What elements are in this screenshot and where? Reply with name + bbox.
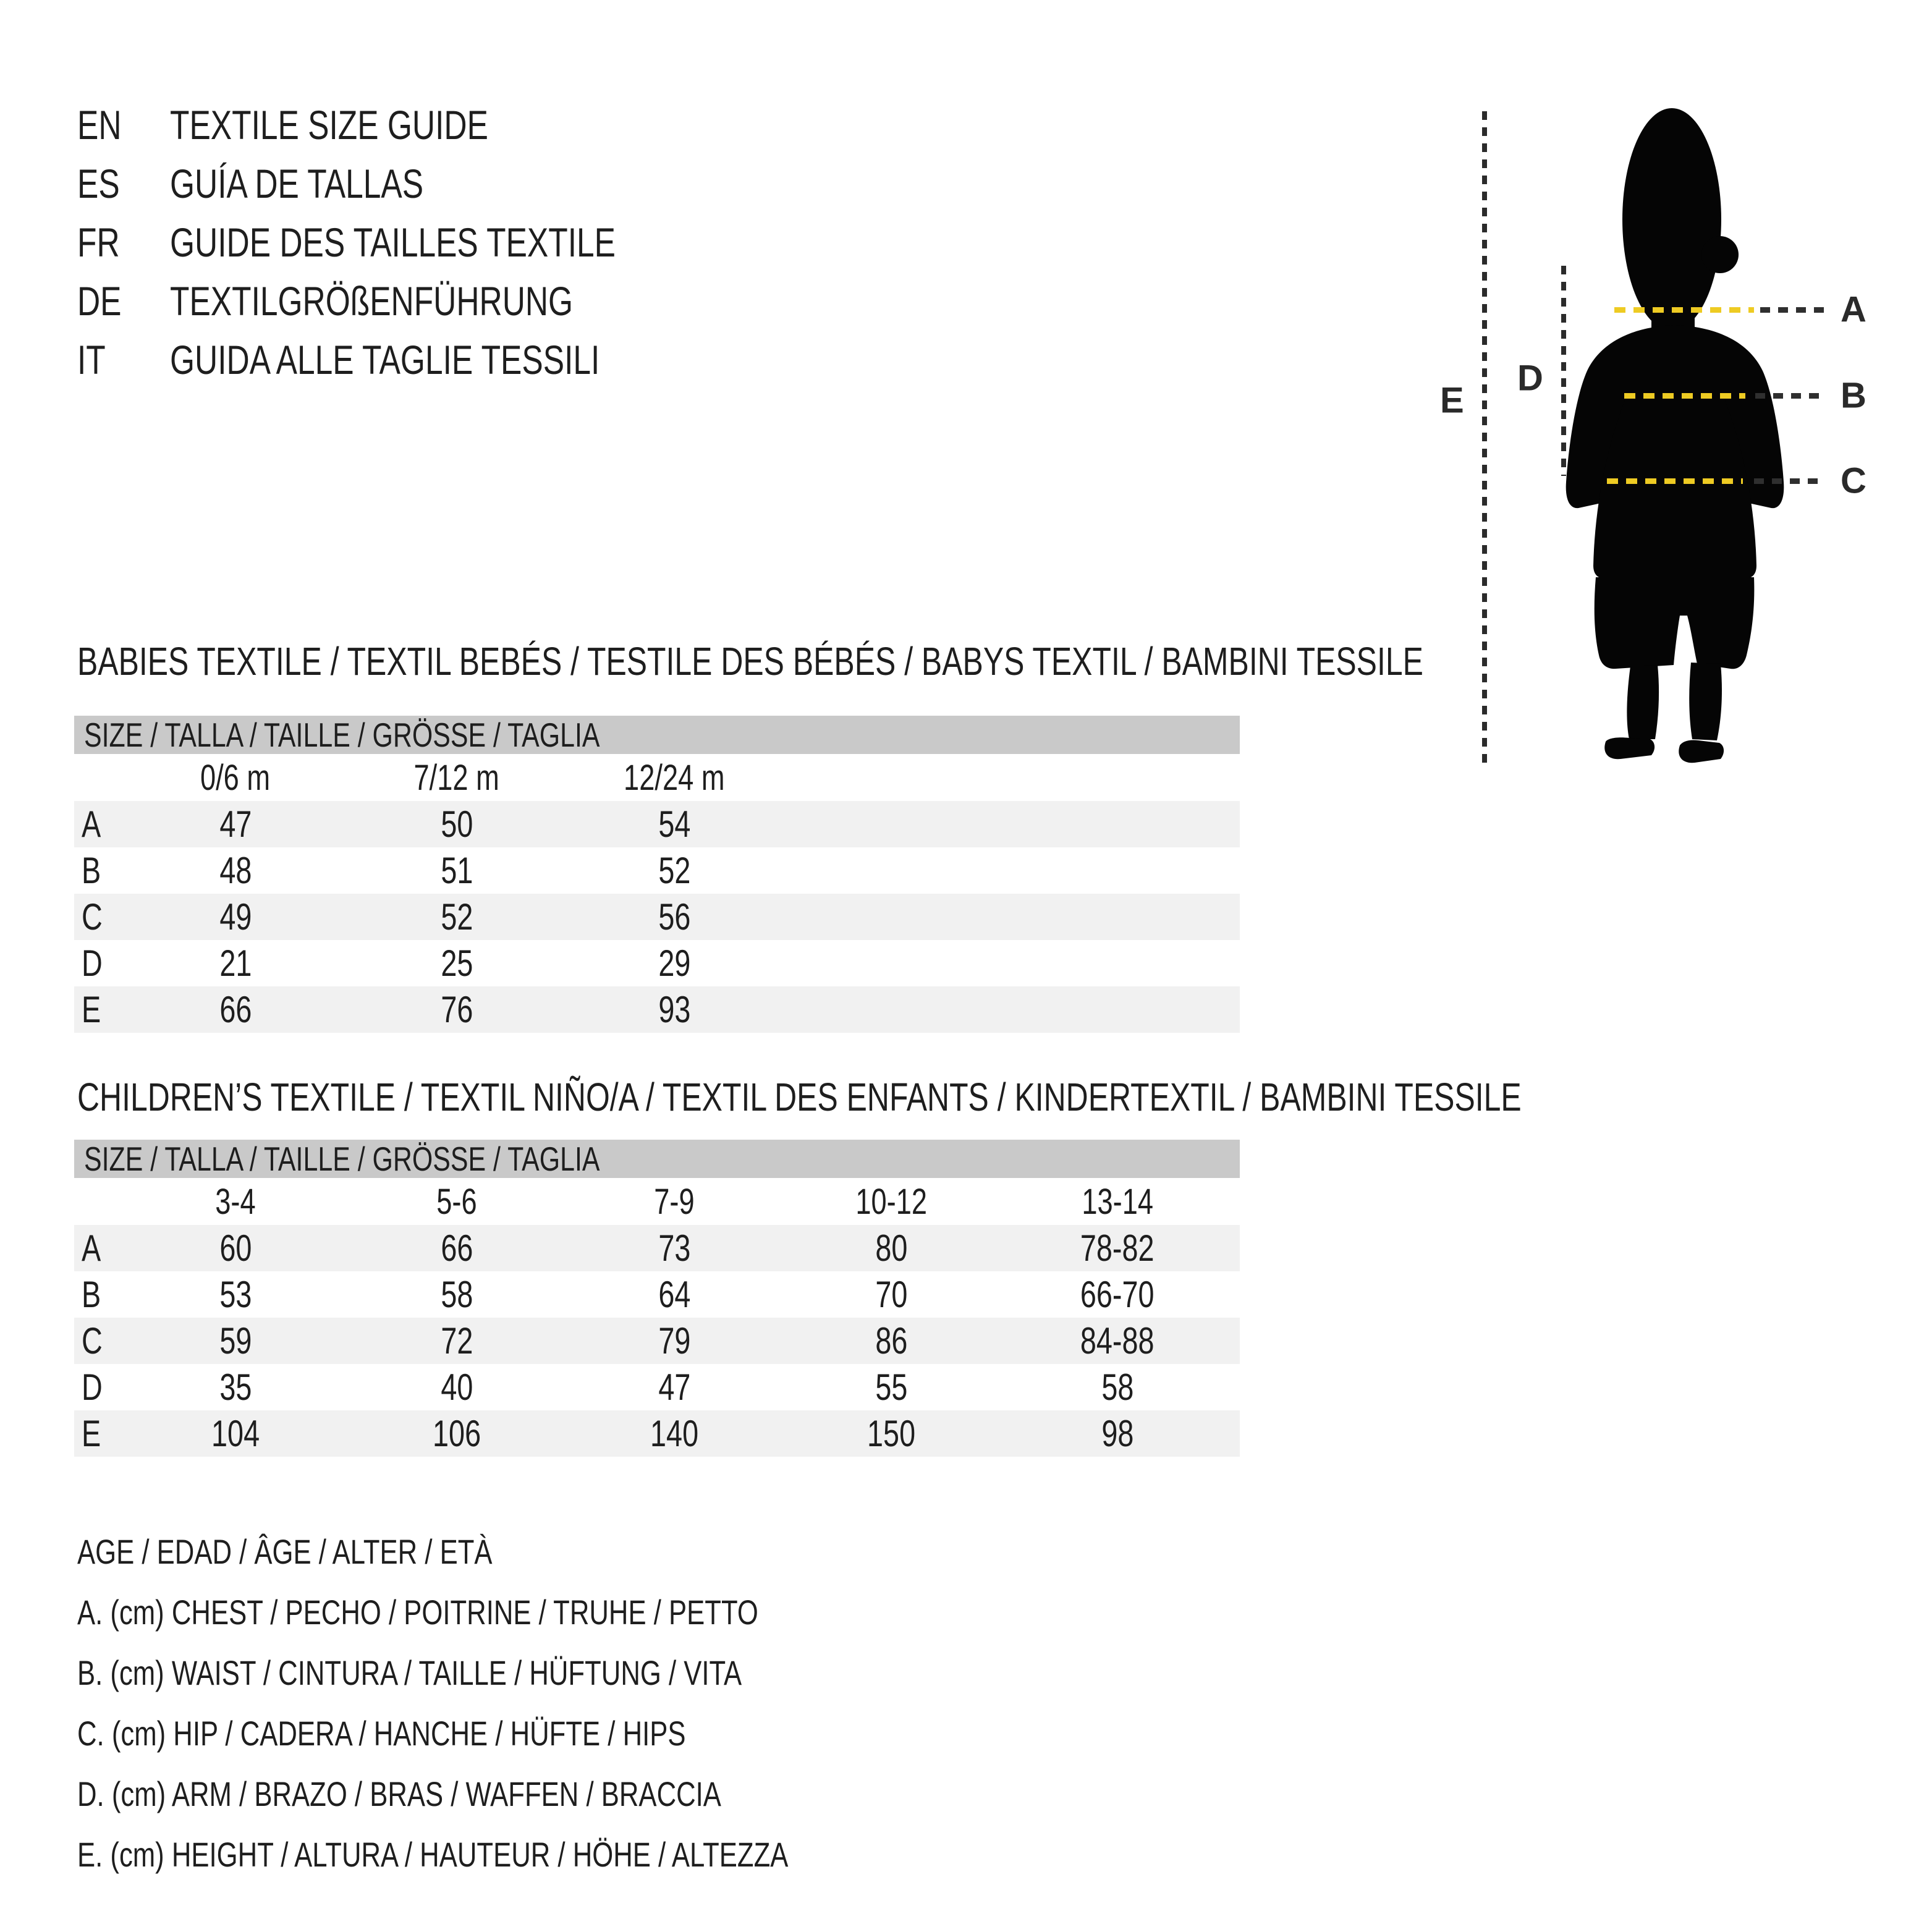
lang-title: TEXTILE SIZE GUIDE [170,102,488,148]
table-cell: 59 [219,1320,252,1362]
table-cell: 58 [1101,1366,1134,1408]
lang-title: GUIDE DES TAILLES TEXTILE [170,219,616,265]
column-header: 3-4 [215,1181,256,1222]
legend-line-chest: A. (cm) CHEST / PECHO / POITRINE / TRUHE / PETTO [77,1593,758,1632]
lang-title: GUÍA DE TALLAS [170,161,424,206]
babies-size-table [74,716,1240,1033]
table-cell: 48 [219,850,252,891]
waist-leader-dashes [1755,393,1824,399]
row-label: E [82,989,101,1030]
hip-tape-yellow-dashes [1607,478,1743,484]
measure-label-c: C [1841,460,1866,501]
table-row [74,1225,1240,1271]
language-title-block [77,96,741,389]
table-cell: 60 [219,1227,252,1269]
table-cell: 51 [440,850,473,891]
lang-row-de [77,272,741,331]
table-cell: 73 [658,1227,691,1269]
hip-leader-dashes [1754,478,1822,484]
column-header: 0/6 m [200,757,271,798]
table-cell: 66 [219,989,252,1030]
legend-line-arm: D. (cm) ARM / BRAZO / BRAS / WAFFEN / BRACCIA [77,1774,721,1813]
table-cell: 79 [658,1320,691,1362]
table-cell: 76 [440,989,473,1030]
table-cell: 64 [658,1274,691,1315]
table-cell: 104 [211,1413,260,1454]
children-size-table [74,1140,1240,1457]
legend-line-hip: C. (cm) HIP / CADERA / HANCHE / HÜFTE / HIPS [77,1714,686,1753]
row-label: D [82,1366,103,1408]
table-cell: 78-82 [1080,1227,1155,1269]
table-cell: 50 [440,803,473,845]
column-header: 5-6 [436,1181,477,1222]
lang-row-it [77,331,741,389]
table-cell: 84-88 [1080,1320,1155,1362]
measure-label-b: B [1841,375,1866,416]
table-row [74,1271,1240,1318]
table-cell: 80 [875,1227,908,1269]
legend-line-age: AGE / EDAD / ÂGE / ALTER / ETÀ [77,1532,493,1571]
table-row [74,1410,1240,1457]
table-cell: 70 [875,1274,908,1315]
lang-row-fr [77,213,741,272]
table-row [74,1318,1240,1364]
row-label: A [82,803,101,845]
row-label: C [82,896,103,938]
children-column-header-row [74,1178,1240,1225]
table-cell: 40 [440,1366,473,1408]
table-cell: 21 [219,943,252,984]
measurement-legend [77,1522,989,1885]
table-row [74,801,1240,847]
babies-column-header-row [74,754,1240,801]
table-cell: 56 [658,896,691,938]
table-cell: 98 [1101,1413,1134,1454]
row-label: B [82,1274,101,1315]
lang-code: IT [77,337,106,383]
table-row [74,986,1240,1033]
table-row [74,894,1240,940]
column-header: 12/24 m [624,757,725,798]
table-row [74,847,1240,894]
arm-measure-dotted-line [1561,266,1566,476]
lang-row-en [77,96,741,155]
row-label: E [82,1413,101,1454]
lang-code: ES [77,161,120,206]
lang-code: DE [77,278,122,324]
table-cell: 54 [658,803,691,845]
table-cell: 25 [440,943,473,984]
column-header: 10-12 [855,1181,927,1222]
children-table-header-bar: SIZE / TALLA / TAILLE / GRÖSSE / TAGLIA [74,1140,1240,1178]
table-row [74,1364,1240,1410]
measure-label-d: D [1517,358,1543,399]
measure-label-e: E [1440,380,1464,421]
table-cell: 52 [440,896,473,938]
row-label: C [82,1320,103,1362]
chest-tape-yellow-dashes [1614,307,1754,313]
measure-label-a: A [1841,289,1866,330]
table-cell: 66-70 [1080,1274,1155,1315]
row-label: D [82,943,103,984]
row-label: A [82,1227,101,1269]
chest-leader-dashes [1760,307,1824,313]
legend-line-waist: B. (cm) WAIST / CINTURA / TAILLE / HÜFTUNG / VITA [77,1653,742,1692]
lang-row-es [77,155,741,213]
babies-table-header-bar: SIZE / TALLA / TAILLE / GRÖSSE / TAGLIA [74,716,1240,754]
lang-title: GUIDA ALLE TAGLIE TESSILI [170,337,600,383]
table-cell: 47 [219,803,252,845]
row-label: B [82,850,101,891]
table-cell: 93 [658,989,691,1030]
column-header: 13-14 [1082,1181,1153,1222]
table-cell: 49 [219,896,252,938]
table-cell: 72 [440,1320,473,1362]
lang-title: TEXTILGRÖßENFÜHRUNG [170,278,574,324]
table-cell: 53 [219,1274,252,1315]
table-cell: 150 [866,1413,916,1454]
table-cell: 29 [658,943,691,984]
lang-code: FR [77,219,120,265]
table-cell: 47 [658,1366,691,1408]
table-cell: 55 [875,1366,908,1408]
table-cell: 66 [440,1227,473,1269]
column-header: 7-9 [654,1181,695,1222]
children-section-title: CHILDREN’S TEXTILE / TEXTIL NIÑO/A / TEXTIL DES ENFANTS / KINDERTEXTIL / BAMBINI TESSILE [77,1075,1522,1119]
lang-code: EN [77,102,122,148]
table-cell: 35 [219,1366,252,1408]
table-row [74,940,1240,986]
table-cell: 106 [432,1413,481,1454]
table-cell: 58 [440,1274,473,1315]
waist-tape-yellow-dashes [1624,393,1745,399]
table-cell: 86 [875,1320,908,1362]
column-header: 7/12 m [413,757,500,798]
table-cell: 140 [650,1413,699,1454]
babies-section-title: BABIES TEXTILE / TEXTIL BEBÉS / TESTILE DES BÉBÉS / BABYS TEXTIL / BAMBINI TESSILE [77,639,1423,684]
table-cell: 52 [658,850,691,891]
legend-line-height: E. (cm) HEIGHT / ALTURA / HAUTEUR / HÖHE / ALTEZZA [77,1835,789,1874]
